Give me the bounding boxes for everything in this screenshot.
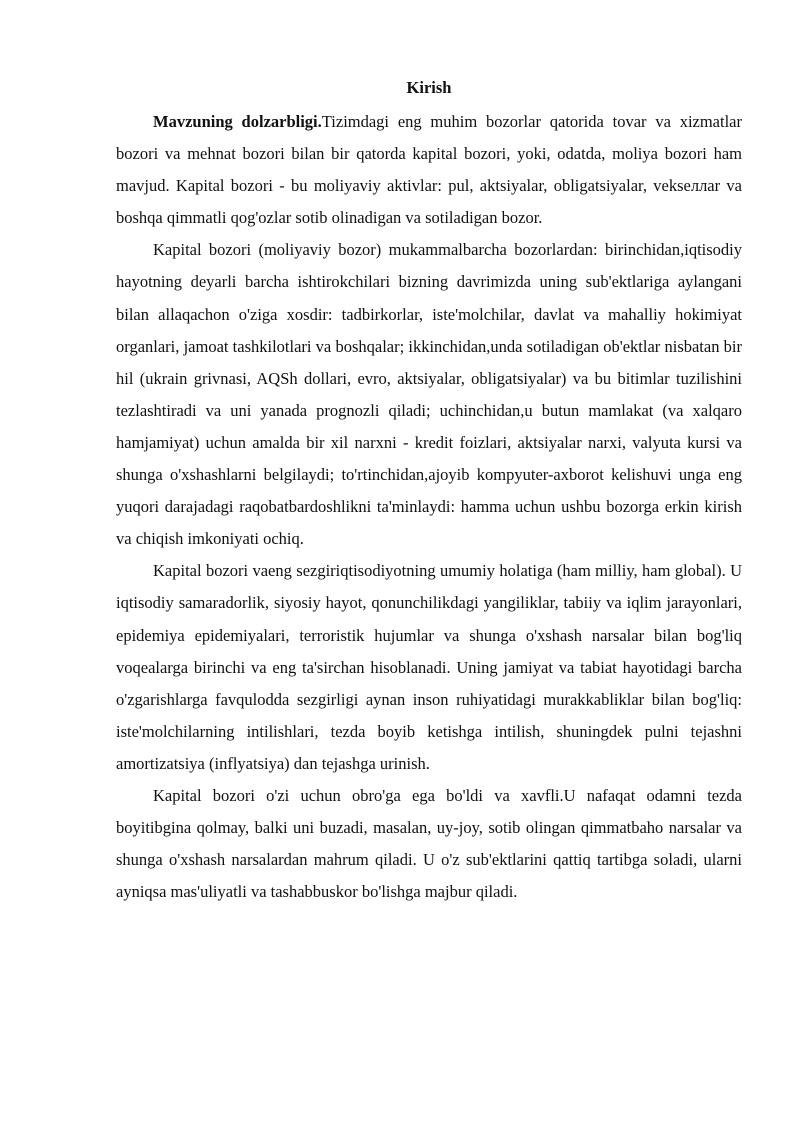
paragraph-1-text: Tizimdagi eng muhim bozorlar qatorida tovar va xizmatlar bozori va mehnat bozori bilan bir qatorda kapital bozori, yoki, odatda, moliya bozori ham mavjud. Kapital bozori - bu moliyaviy aktivlar: pul, aktsiyalar, obligatsiyalar, vekseллar va boshqa qimmatli qog'ozlar sotib olinadigan va sotiladigan bozor.: [116, 112, 742, 228]
document-page: [116, 74, 742, 908]
paragraph-2: [116, 234, 742, 555]
paragraph-1-lead: Mavzuning dolzarbligi.: [153, 112, 322, 131]
paragraph-4: [116, 780, 742, 908]
paragraph-2-text: Kapital bozori (moliyaviy bozor) mukammalbarcha bozorlardan: birinchidan,iqtisodiy hayotning deyarli barcha ishtirokchilari bizning davrimizda uning sub'ektlariga aylangani bilan allaqachon o'ziga xosdir: tadbirkorlar, iste'molchilar, davlat va mahalliy hokimiyat organlari, jamoat tashkilotlari va boshqalar; ikkinchidan,unda sotiladigan ob'ektlar nisbatan bir hil (ukrain grivnasi, AQSh dollari, evro, aktsiyalar, obligatsiyalar) va bu bitimlar tuzilishini tezlashtiradi va uni yanada prognozli qiladi; uchinchidan,u butun mamlakat (va xalqaro hamjamiyat) uchun amalda bir xil narxni - kredit foizlari, aktsiyalar narxi, valyuta kursi va shunga o'xshashlarni belgilaydi; to'rtinchidan,ajoyib kompyuter-axborot kelishuvi unga eng yuqori darajadagi raqobatbardoshlikni ta'minlaydi: hamma uchun ushbu bozorga erkin kirish va chiqish imkoniyati ochiq.: [116, 240, 742, 549]
paragraph-3-text: Kapital bozori vaeng sezgiriqtisodiyotning umumiy holatiga (ham milliy, ham global). U iqtisodiy samaradorlik, siyosiy hayot, qonunchilikdagi yangiliklar, tabiiy va iqlim jarayonlari, epidemiya epidemiyalari, terroristik hujumlar va shunga o'xshash narsalar bilan bog'liq voqealarga birinchi va eng ta'sirchan hisoblanadi. Uning jamiyat va tabiat hayotidagi barcha o'zgarishlarga favqulodda sezgirligi aynan inson ruhiyatidagi murakkabliklar bilan bog'liq: iste'molchilarning intilishlari, tezda boyib ketishga intilish, shuningdek pulni tejashni amortizatsiya (inflyatsiya) dan tejashga urinish.: [116, 561, 742, 773]
paragraph-4-text: Kapital bozori o'zi uchun obro'ga ega bo'ldi va xavfli.U nafaqat odamni tezda boyitibgina qolmay, balki uni buzadi, masalan, uy-joy, sotib olingan qimmatbaho narsalar va shunga o'xshash narsalardan mahrum qiladi. U o'z sub'ektlarini qattiq tartibga soladi, ularni ayniqsa mas'uliyatli va tashabbuskor bo'lishga majbur qiladi.: [116, 785, 742, 902]
paragraph-3: [116, 555, 742, 780]
paragraph-1: [116, 106, 742, 234]
section-title: Kirish: [406, 78, 452, 97]
